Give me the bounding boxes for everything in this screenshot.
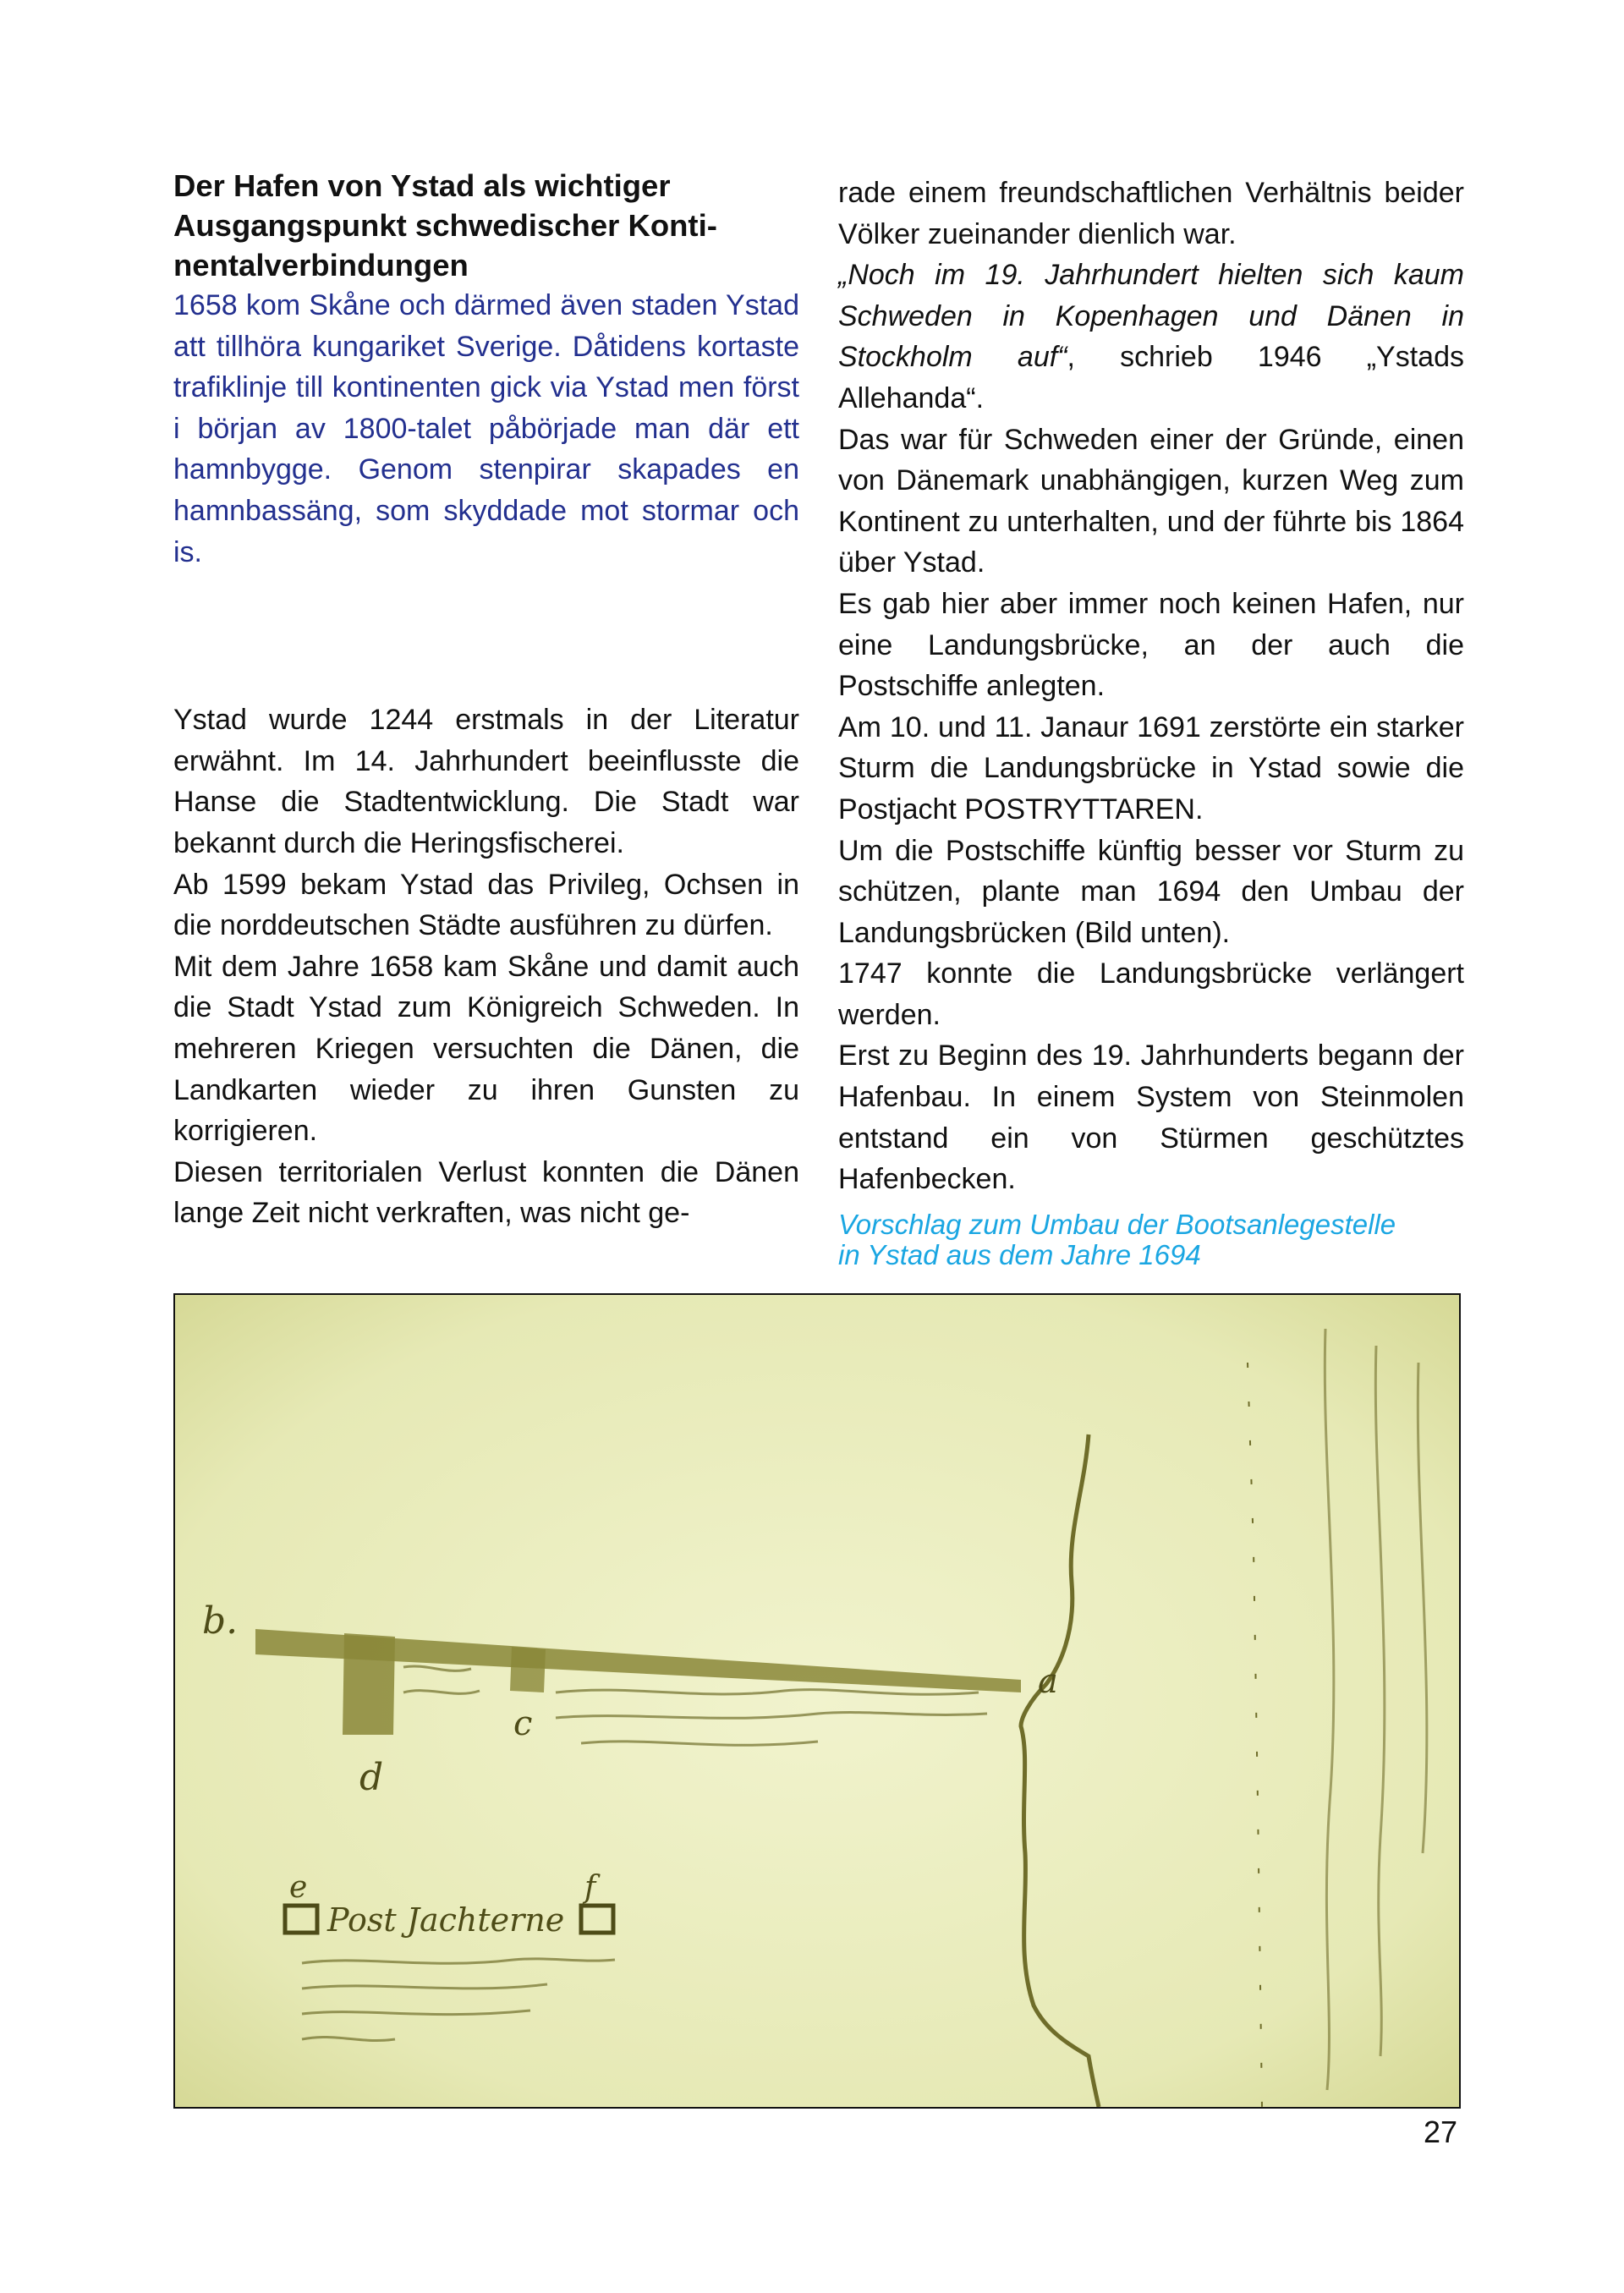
label-e: e xyxy=(289,1870,308,1905)
caption-line: in Ystad aus dem Jahre 1694 xyxy=(838,1239,1201,1270)
swedish-intro: 1658 kom Skåne och därmed även staden Ystad att tillhöra kungariket Sverige. Dåtidens kortaste trafiklinje till kontinenten gick via Ystad men först i början av 1800-talet påbörjade man där ett hamnbygge. Genom stenpirar skapades en hamnbassäng, som skyddade mot stormar och is. xyxy=(173,289,799,568)
label-a: a xyxy=(1038,1662,1058,1701)
article-heading: Der Hafen von Ystad als wichtiger Ausgangspunkt schwedischer Konti-nentalverbindungen xyxy=(173,168,717,283)
spacer xyxy=(173,573,799,699)
body-paragraph: Am 10. und 11. Janaur 1691 zerstörte ein starker Sturm die Landungsbrücke in Ystad sowie die Postjacht POSTRYTTAREN. xyxy=(838,710,1464,826)
quote-paragraph xyxy=(838,255,1464,419)
pier-arm-d xyxy=(343,1633,395,1735)
newspaper-quote: „Noch im 19. Jahrhundert hielten sich kaum Schweden in Kopenhagen und Dänen in Stockholm auf“ xyxy=(838,259,1464,374)
body-paragraph: Es gab hier aber immer noch keinen Hafen, nur eine Landungsbrücke, an der auch die Postschiffe anlegten. xyxy=(838,587,1464,703)
post-jachterne-note: Post Jachterne xyxy=(327,1901,565,1939)
body-paragraph: Um die Postschiffe künftig besser vor Sturm zu schützen, plante man 1694 den Umbau der Landungsbrücken (Bild unten). xyxy=(838,834,1464,949)
left-column xyxy=(173,166,799,1234)
body-paragraph: Das war für Schweden einer der Gründe, einen von Dänemark unabhängigen, kurzen Weg zum Kontinent zu unterhalten, und der führte bis 1864 über Ystad. xyxy=(838,423,1464,579)
label-f: f xyxy=(584,1870,596,1905)
label-d: d xyxy=(359,1756,384,1799)
right-column xyxy=(838,173,1464,1200)
page-number: 27 xyxy=(1423,2115,1457,2149)
body-paragraph: Mit dem Jahre 1658 kam Skåne und damit auch die Stadt Ystad zum Königreich Schweden. In mehreren Kriegen versuchten die Dänen, die Landkarten wieder zu ihren Gunsten zu korrigieren. xyxy=(173,950,799,1148)
pier-block-c xyxy=(510,1647,546,1692)
body-paragraph: 1747 konnte die Landungsbrücke verlängert werden. xyxy=(838,957,1464,1031)
body-paragraph: Ystad wurde 1244 erstmals in der Literatur erwähnt. Im 14. Jahrhundert beeinflusste die Hanse die Stadtentwicklung. Die Stadt war bekannt durch die Heringsfischerei. xyxy=(173,704,799,859)
quote-attribution: , schrieb 1946 „Ystads Allehanda“. xyxy=(838,341,1464,414)
body-paragraph: Diesen territorialen Verlust konnten die Dänen lange Zeit nicht verkraften, was nicht ge- xyxy=(173,1155,799,1230)
historic-harbour-drawing xyxy=(173,1293,1461,2109)
harbour-sketch xyxy=(175,1295,1459,2107)
label-b: b. xyxy=(202,1599,239,1643)
body-paragraph: rade einem freundschaftlichen Verhältnis beider Völker zueinander dienlich war. xyxy=(838,177,1464,250)
label-c: c xyxy=(513,1704,533,1743)
caption-line: Vorschlag zum Umbau der Bootsanlegestelle xyxy=(838,1209,1396,1240)
body-paragraph: Erst zu Beginn des 19. Jahrhunderts begann der Hafenbau. In einem System von Steinmolen entstand ein von Stürmen geschütztes Hafenbecken. xyxy=(838,1040,1464,1196)
body-paragraph: Ab 1599 bekam Ystad das Privileg, Ochsen in die norddeutschen Städte ausführen zu dürfen. xyxy=(173,868,799,942)
figure-caption xyxy=(838,1210,1481,1270)
